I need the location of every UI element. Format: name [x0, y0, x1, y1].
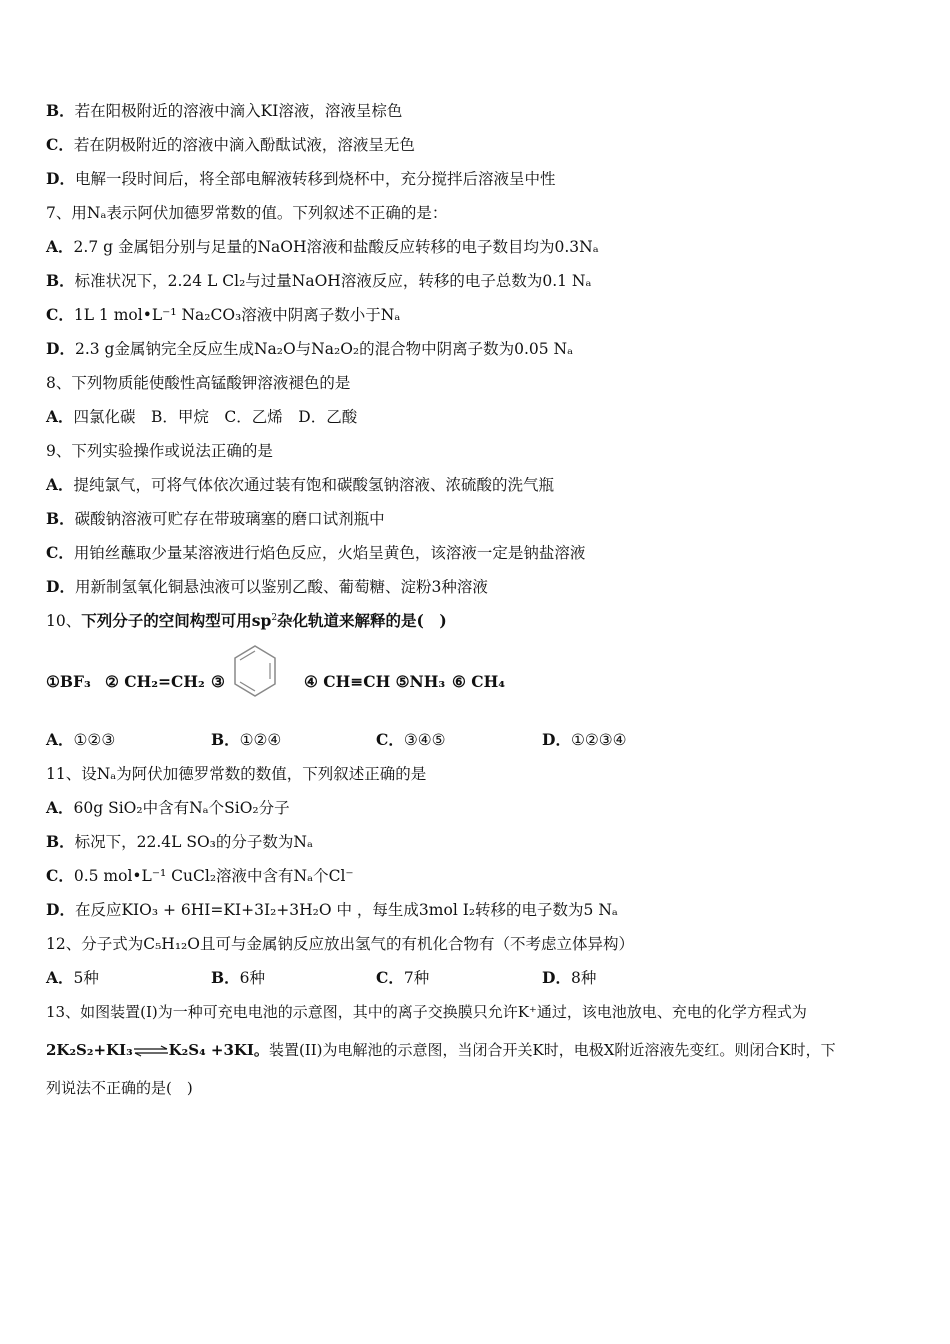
- option-label: A．: [46, 968, 74, 987]
- question-number: 11、: [46, 765, 82, 783]
- q10-option-a: [46, 730, 115, 750]
- superscript: 2: [271, 612, 278, 623]
- q7-option-a: [46, 237, 599, 257]
- option-label: D．: [46, 169, 75, 188]
- q9-option-c: [46, 543, 585, 563]
- question-number: 7、: [46, 204, 72, 222]
- option-label: B．: [46, 101, 75, 120]
- question-text: 用Nₐ表示阿伏加德罗常数的值。下列叙述不正确的是：: [71, 204, 448, 222]
- option-label: D．: [542, 730, 571, 749]
- q6-option-c: [46, 135, 415, 155]
- q10-option-b: [211, 730, 281, 750]
- question-number: 9、: [46, 442, 72, 460]
- q7-stem: [46, 203, 447, 223]
- option-text: 提纯氯气，可将气体依次通过装有饱和碳酸氢钠溶液、浓硫酸的洗气瓶: [73, 476, 555, 494]
- question-text: 杂化轨道来解释的是( ): [277, 611, 447, 630]
- option-text: 8种: [570, 969, 597, 987]
- option-text: 若在阳极附近的溶液中滴入KI溶液，溶液呈棕色: [74, 102, 403, 120]
- question-number: 8、: [46, 374, 72, 392]
- q9-option-d: [46, 577, 488, 597]
- option-text: 7种: [403, 969, 430, 987]
- option-text: 5种: [73, 969, 99, 987]
- option-label: A．: [46, 730, 74, 749]
- question-text: 下列实验操作或说法正确的是: [71, 442, 273, 460]
- option-text: 1L 1 mol•L⁻¹ Na₂CO₃溶液中阴离子数小于Nₐ: [73, 306, 401, 324]
- q12-option-a: [46, 968, 99, 988]
- molecule-2: ② CH₂=CH₂: [105, 672, 205, 691]
- q12-option-d: [542, 968, 596, 988]
- option-label: B．: [211, 730, 240, 749]
- option-text: 用新制氢氧化铜悬浊液可以鉴别乙酸、葡萄糖、淀粉3种溶液: [74, 578, 488, 596]
- q10-stem: [46, 611, 447, 631]
- option-text: 6种: [239, 969, 265, 987]
- option-text: 用铂丝蘸取少量某溶液进行焰色反应，火焰呈黄色，该溶液一定是钠盐溶液: [73, 544, 586, 562]
- q11-stem: [46, 764, 426, 784]
- q10-option-c: [376, 730, 446, 750]
- option-label: D．: [542, 968, 571, 987]
- equation-right: K₂S₄ +3KI。: [168, 1041, 269, 1059]
- option-text: 电解一段时间后，将全部电解液转移到烧杯中，充分搅拌后溶液呈中性: [74, 170, 556, 188]
- option-text: 标况下，22.4L SO₃的分子数为Nₐ: [74, 833, 313, 851]
- option-label: C．: [46, 305, 74, 324]
- option-text: 0.5 mol•L⁻¹ CuCl₂溶液中含有Nₐ个Cl⁻: [73, 867, 354, 885]
- question-text: 设Nₐ为阿伏加德罗常数的数值，下列叙述正确的是: [81, 765, 427, 783]
- option-label: C．: [46, 135, 74, 154]
- option-text: ①②③: [73, 731, 116, 749]
- q12-option-c: [376, 968, 429, 988]
- option-text: ①②③④: [570, 731, 627, 749]
- option-label: B．: [46, 509, 75, 528]
- benzene-ring-icon: [231, 643, 279, 699]
- q13-line-1: [46, 1002, 807, 1022]
- q8-stem: [46, 373, 350, 393]
- q8-options: [46, 407, 357, 427]
- molecule-1: ①BF₃: [46, 672, 91, 691]
- option-text: 在反应KIO₃ + 6HI=KI+3I₂+3H₂O 中 ，每生成3mol I₂转移的电子数为5 Nₐ: [74, 901, 618, 919]
- q12-option-b: [211, 968, 265, 988]
- option-text: 标准状况下，2.24 L Cl₂与过量NaOH溶液反应，转移的电子总数为0.1 Nₐ: [74, 272, 592, 290]
- option-label: C．: [46, 866, 74, 885]
- reversible-arrow-icon: [133, 1045, 169, 1057]
- q6-option-b: [46, 101, 402, 121]
- q13-line-2: [46, 1040, 836, 1060]
- option-text: 2.7 g 金属铝分别与足量的NaOH溶液和盐酸反应转移的电子数目均为0.3Nₐ: [73, 238, 599, 256]
- question-text: 列说法不正确的是( ): [46, 1079, 193, 1097]
- question-text: 分子式为C₅H₁₂O且可与金属钠反应放出氢气的有机化合物有（不考虑立体异构）: [81, 935, 634, 953]
- q9-option-b: [46, 509, 385, 529]
- q11-option-d: [46, 900, 618, 920]
- molecule-3-label: ③: [211, 672, 225, 691]
- question-text: 下列分子的空间构型可用sp: [81, 611, 272, 630]
- option-label: C．: [376, 968, 404, 987]
- option-label: C．: [46, 543, 74, 562]
- option-label: C．: [376, 730, 404, 749]
- question-number: 13、: [46, 1003, 81, 1021]
- q7-option-b: [46, 271, 591, 291]
- option-text: 2.3 g金属钠完全反应生成Na₂O与Na₂O₂的混合物中阴离子数为0.05 Nₐ: [74, 340, 574, 358]
- option-text: 若在阴极附近的溶液中滴入酚酞试液，溶液呈无色: [73, 136, 415, 154]
- equation-left: 2K₂S₂+KI₃: [46, 1041, 133, 1059]
- q11-option-a: [46, 798, 290, 818]
- option-label: A．: [46, 475, 74, 494]
- question-text: 下列物质能使酸性高锰酸钾溶液褪色的是: [71, 374, 351, 392]
- option-label: D．: [46, 900, 75, 919]
- q11-option-b: [46, 832, 313, 852]
- question-number: 12、: [46, 935, 82, 953]
- q6-option-d: [46, 169, 555, 189]
- molecule-6: ⑥ CH₄: [452, 672, 506, 691]
- option-label: B．: [211, 968, 240, 987]
- q7-option-d: [46, 339, 573, 359]
- q9-option-a: [46, 475, 554, 495]
- option-label: D．: [46, 339, 75, 358]
- molecule-4-5: ④ CH≡CH ⑤NH₃: [304, 672, 446, 691]
- option-label: D．: [46, 577, 75, 596]
- q13-line-3: [46, 1078, 193, 1098]
- option-label: A．: [46, 798, 74, 817]
- option-text: 四氯化碳 B．甲烷 C．乙烯 D．乙酸: [73, 408, 358, 426]
- option-label: B．: [46, 271, 75, 290]
- q12-stem: [46, 934, 634, 954]
- q11-option-c: [46, 866, 354, 886]
- option-text: ①②④: [239, 731, 282, 749]
- q7-option-c: [46, 305, 400, 325]
- q10-option-d: [542, 730, 627, 750]
- question-number: 10、: [46, 612, 82, 630]
- option-text: 60g SiO₂中含有Nₐ个SiO₂分子: [73, 799, 290, 817]
- question-text: 如图装置(I)为一种可充电电池的示意图，其中的离子交换膜只允许K⁺通过，该电池放电、充电的化学方程式为: [80, 1003, 807, 1021]
- question-text: 装置(II)为电解池的示意图，当闭合开关K时，电极X附近溶液先变红。则闭合K时，下: [268, 1041, 836, 1059]
- option-label: A．: [46, 237, 74, 256]
- option-label: A．: [46, 407, 74, 426]
- q9-stem: [46, 441, 273, 461]
- option-label: B．: [46, 832, 75, 851]
- option-text: ③④⑤: [403, 731, 446, 749]
- option-text: 碳酸钠溶液可贮存在带玻璃塞的磨口试剂瓶中: [74, 510, 385, 528]
